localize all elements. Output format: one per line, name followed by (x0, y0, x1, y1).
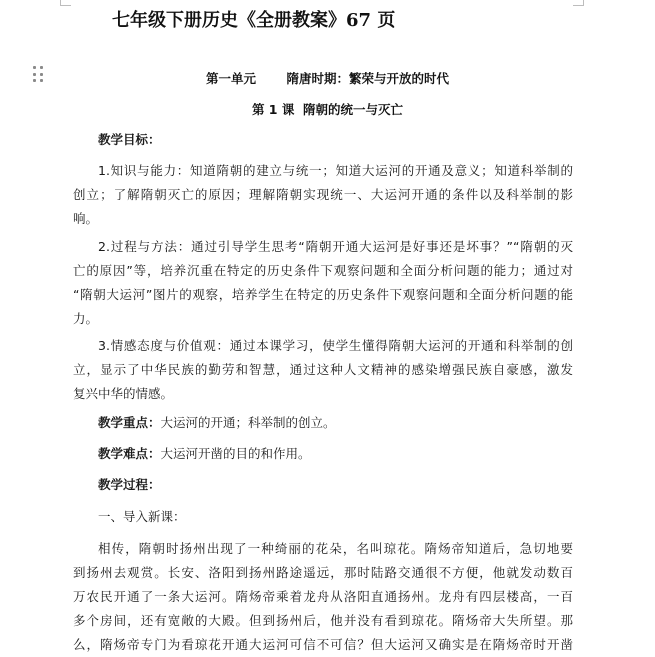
difficult-points-label: 教学难点： (98, 446, 161, 461)
difficult-points-text: 大运河开凿的目的和作用。 (160, 446, 311, 461)
paragraph-line: 2.过程与方法：通过引导学生思考“隋朝开通大运河是好事还是坏事？”“隋朝的灭 (98, 239, 573, 254)
crop-mark-right (573, 0, 584, 6)
paragraph-line: 么，隋炀帝专门为看琼花开通大运河可信不可信？但大运河又确实是在隋炀帝时开凿 (73, 637, 573, 652)
paragraph-line: 创立；了解隋朝灭亡的原因；理解隋朝实现统一、大运河开通的条件以及科举制的影 (73, 187, 573, 202)
paragraph-line: 到扬州去观赏。长安、洛阳到扬州路途遥远，那时陆路交通很不方便，他就发动数百 (73, 565, 573, 580)
paragraph-line: 立，显示了中华民族的勤劳和智慧，通过这种人文精神的感染增强民族自豪感，激发 (73, 362, 573, 377)
paragraph-line: “隋朝大运河”图片的观察，培养学生在特定的历史条件下观察问题和全面分析问题的能 (73, 287, 573, 302)
paragraph-line: 复兴中华的情感。 (73, 386, 174, 401)
unit-heading: 第一单元 隋唐时期：繁荣与开放的时代 (206, 71, 449, 86)
teaching-process-heading (73, 473, 573, 497)
key-points-text: 大运河的开通；科举制的创立。 (160, 415, 336, 430)
story-paragraph (73, 537, 573, 657)
section-intro-heading (73, 505, 573, 529)
difficult-points-paragraph (73, 442, 573, 466)
teaching-goals-heading (73, 128, 573, 152)
key-points-paragraph (73, 411, 573, 435)
key-points-label: 教学重点： (98, 415, 161, 430)
paragraph-line: 万农民开通了一条大运河。隋炀帝乘着龙舟从洛阳直通扬州。龙舟有四层楼高，一百 (73, 589, 573, 604)
paragraph-line: 响。 (73, 211, 99, 226)
teaching-goals-label: 教学目标： (98, 132, 161, 147)
section-intro-label: 一、导入新课： (98, 509, 186, 524)
goal-knowledge-paragraph (73, 159, 573, 231)
paragraph-line: 相传，隋朝时扬州出现了一种绮丽的花朵，名叫琼花。隋炀帝知道后，急切地要 (98, 541, 573, 556)
paragraph-line: 多个房间，还有宽敞的大殿。但到扬州后，他并没有看到琼花。隋炀帝大失所望。那 (73, 613, 573, 628)
paragraph-line: 亡的原因”等，培养沉重在特定的历史条件下观察问题和全面分析问题的能力；通过对 (73, 263, 573, 278)
crop-mark-left (60, 0, 71, 6)
document-title: 七年级下册历史《全册教案》67 页 (112, 10, 396, 31)
lesson-heading: 第 1 课 隋朝的统一与灭亡 (251, 102, 404, 117)
goal-process-paragraph (73, 235, 573, 331)
teaching-process-label: 教学过程： (98, 477, 161, 492)
paragraph-line: 力。 (73, 311, 99, 326)
paragraph-line: 1.知识与能力：知道隋朝的建立与统一；知道大运河的开通及意义；知道科举制的 (98, 163, 573, 178)
goal-attitude-paragraph (73, 334, 573, 406)
paragraph-line: 3.情感态度与价值观：通过本课学习，使学生懂得隋朝大运河的开通和科举制的创 (98, 338, 573, 353)
